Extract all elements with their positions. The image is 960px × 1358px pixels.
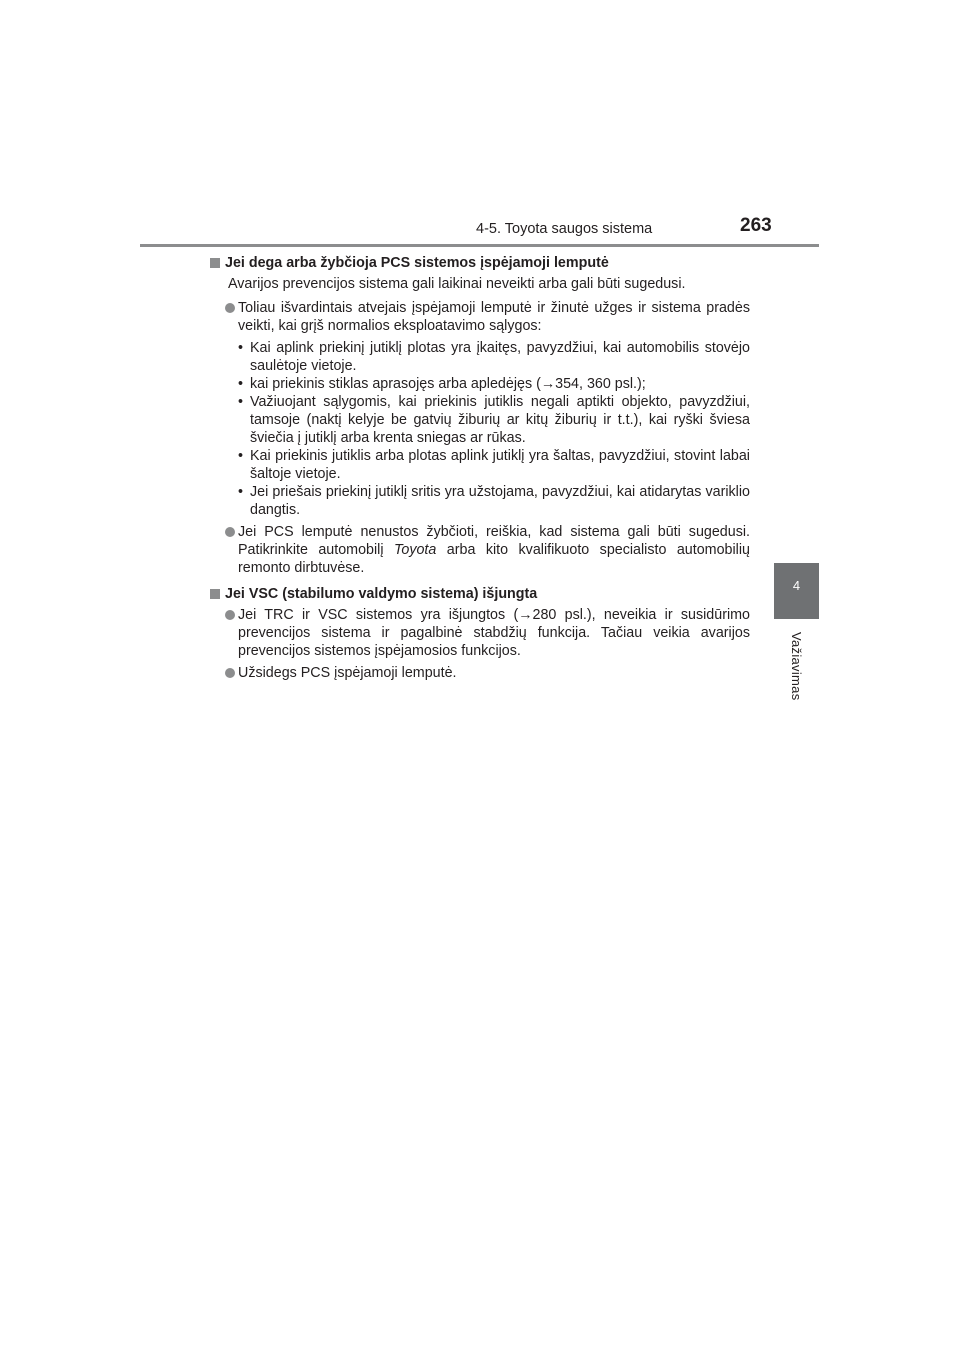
section-heading-text: Jei dega arba žybčioja PCS sistemos įspėjamoji lemputė xyxy=(225,255,609,271)
dot-item xyxy=(210,606,750,660)
chapter-tab-label: Važiavimas xyxy=(789,632,804,701)
running-header-section: 4-5. Toyota saugos sistema xyxy=(476,221,653,237)
section-heading-text: Jei VSC (stabilumo valdymo sistema) išjungta xyxy=(225,586,538,602)
round-bullet-icon xyxy=(225,610,235,620)
list-item: • kai priekinis stiklas aprasojęs arba apledėjęs (→354, 360 psl.); xyxy=(238,376,646,392)
section-heading-vsc-off xyxy=(210,585,750,603)
square-bullet-icon xyxy=(210,589,220,599)
dot-item xyxy=(210,664,750,682)
round-bullet-icon xyxy=(225,668,235,678)
dot-item-text: Jei PCS lemputė nenustos žybčioti, reiškia, kad sistema gali būti sugedusi. Patikrinkite automobilį Toyota arba kito kvalifikuoto specialisto automobilių remonto dirbtuvėse. xyxy=(238,524,750,576)
round-bullet-icon xyxy=(225,527,235,537)
list-item: • Kai aplink priekinį jutiklį plotas yra įkaitęs, pavyzdžiui, kai automobilis stovėjo saulėtoje vietoje. xyxy=(238,340,750,374)
section-heading-pcs-warning xyxy=(210,254,750,272)
header-rule xyxy=(140,244,819,247)
list-item: • Važiuojant sąlygomis, kai priekinis jutiklis negali aptikti objekto, pavyzdžiui, tamsoje (naktį kelyje be gatvių žiburių ar kitų žiburių ir t.t.), kai ryški šviesa šviečia į jutiklį arba krenta sniegas ar rūkas. xyxy=(238,394,750,446)
page-number: 263 xyxy=(740,215,772,236)
section-intro: Avarijos prevencijos sistema gali laikinai neveikti arba gali būti sugedusi. xyxy=(228,276,686,292)
dot-item-text: Toliau išvardintais atvejais įspėjamoji lemputė ir žinutė užges ir sistema pradės veikti, kai grįš normalios eksploatavimo sąlygos: xyxy=(238,300,750,334)
dot-item xyxy=(210,299,750,335)
condition-list xyxy=(238,339,750,519)
list-item: • Kai priekinis jutiklis arba plotas aplink jutiklį yra šaltas, pavyzdžiui, stovint labai šaltoje vietoje. xyxy=(238,448,750,482)
dot-item xyxy=(210,523,750,577)
chapter-tab-number: 4 xyxy=(792,578,801,593)
list-item: • Jei priešais priekinį jutiklį sritis yra užstojama, pavyzdžiui, kai atidarytas variklio dangtis. xyxy=(238,484,750,518)
round-bullet-icon xyxy=(225,303,235,313)
dot-item-text: Jei TRC ir VSC sistemos yra išjungtos (→280 psl.), neveikia ir susidūrimo prevencijos sistema ir pagalbinė stabdžių funkcija. Tačiau veikia avarijos prevencijos sistemos įspėjamosios funkcijos. xyxy=(238,607,750,659)
dot-item-text: Užsidegs PCS įspėjamoji lemputė. xyxy=(238,665,457,681)
square-bullet-icon xyxy=(210,258,220,268)
brand-name: Toyota xyxy=(393,542,437,558)
page-content xyxy=(210,254,750,686)
